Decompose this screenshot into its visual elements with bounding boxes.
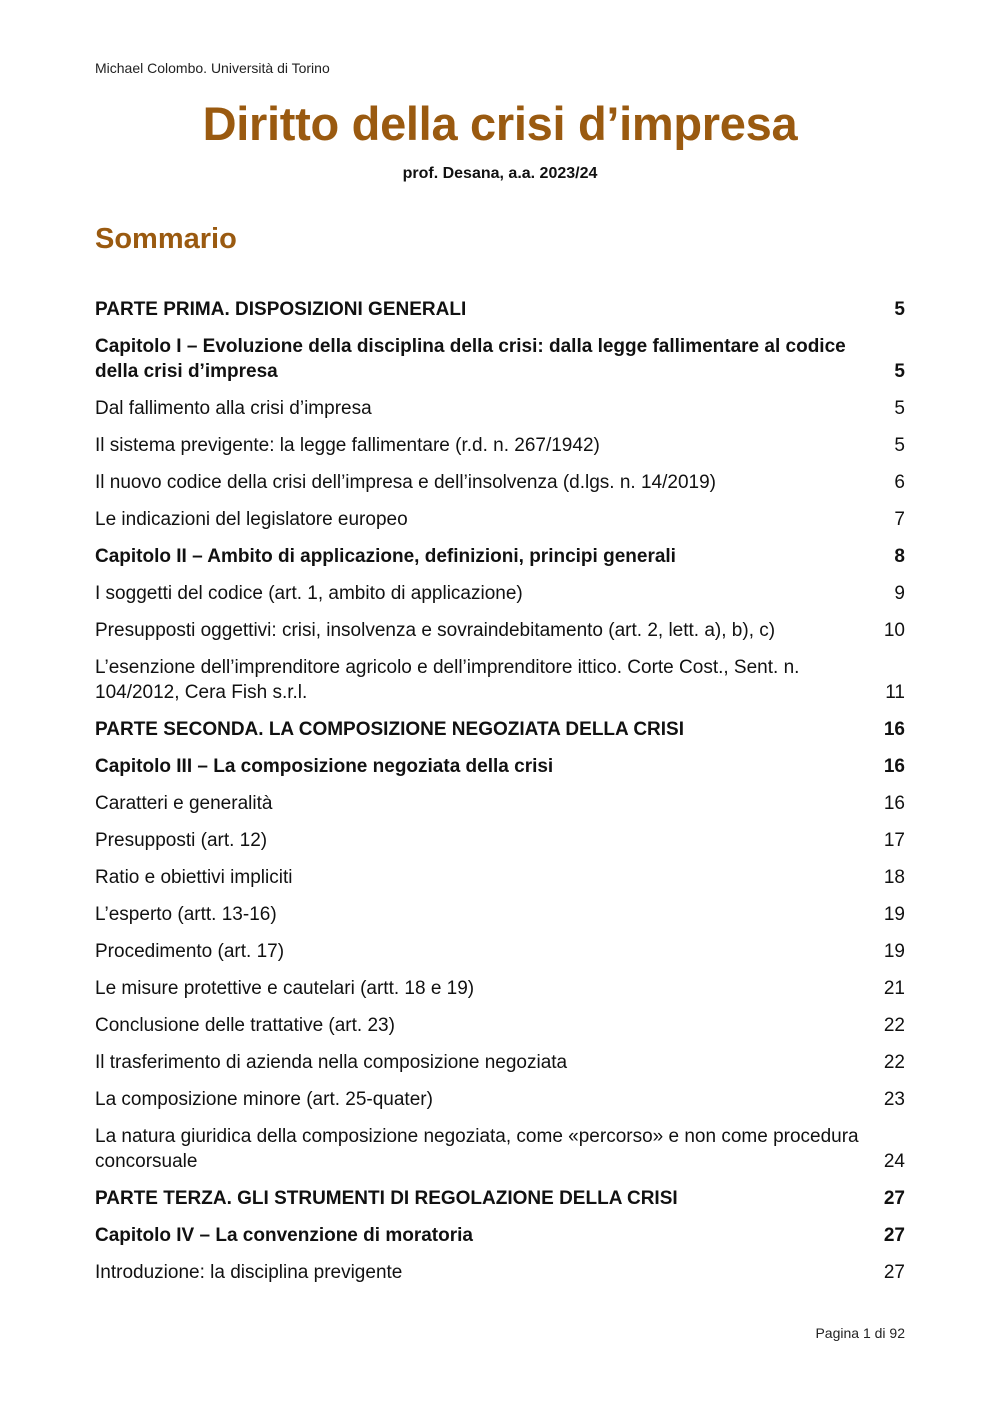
toc-entry[interactable] [95,544,905,569]
page-indicator: Pagina 1 di 92 [815,1325,905,1341]
toc-entry[interactable] [95,655,905,705]
toc-entry-title: PARTE TERZA. GLI STRUMENTI DI REGOLAZIONE DELLA CRISI [95,1188,678,1209]
toc-entry[interactable] [95,791,905,816]
toc-entry-page-number: 16 [883,793,905,814]
toc-entry-page-number: 19 [883,904,905,925]
toc-entry[interactable] [95,396,905,421]
toc-heading: Sommario [95,223,237,255]
toc-entry-title: Ratio e obiettivi impliciti [95,867,293,888]
toc-entry-title: PARTE SECONDA. LA COMPOSIZIONE NEGOZIATA DELLA CRISI [95,719,685,740]
toc-entry-title: Dal fallimento alla crisi d’impresa [95,398,372,419]
toc-entry[interactable] [95,1260,905,1285]
toc-entry-title: Procedimento (art. 17) [95,941,285,962]
toc-entry[interactable] [95,1223,905,1248]
toc-entry-title: Capitolo II – Ambito di applicazione, definizioni, principi generali [95,546,676,567]
toc-entry-title: I soggetti del codice (art. 1, ambito di applicazione) [95,583,523,604]
toc-entry-page-number: 22 [883,1052,905,1073]
toc-entry[interactable] [95,1013,905,1038]
toc-entry-title: Capitolo I – Evoluzione della disciplina della crisi: dalla legge fallimentare al codice della crisi d’impresa [95,336,846,382]
toc-entry-page-number: 21 [883,978,905,999]
toc-entry-title: Capitolo III – La composizione negoziata della crisi [95,756,554,777]
toc-entry-page-number: 22 [883,1015,905,1036]
toc-entry-page-number: 16 [883,756,905,777]
toc-entry[interactable] [95,828,905,853]
toc-entry-page-number: 6 [894,472,905,493]
table-of-contents [95,297,905,1297]
toc-entry[interactable] [95,754,905,779]
toc-entry-title: Caratteri e generalità [95,793,273,814]
toc-entry-title: Capitolo IV – La convenzione di moratoria [95,1225,473,1246]
toc-entry-title: La composizione minore (art. 25-quater) [95,1089,433,1110]
toc-entry-title: L’esenzione dell’imprenditore agricolo e dell’imprenditore ittico. Corte Cost., Sent. n. 104/2012, Cera Fish s.r.l. [95,657,800,703]
toc-entry-page-number: 27 [883,1262,905,1283]
toc-entry-page-number: 5 [894,299,905,320]
toc-entry[interactable] [95,470,905,495]
header-author: Michael Colombo. Università di Torino [95,60,330,76]
toc-entry-title: Introduzione: la disciplina previgente [95,1262,403,1283]
toc-entry-title: Il nuovo codice della crisi dell’impresa e dell’insolvenza (d.lgs. n. 14/2019) [95,472,716,493]
toc-entry[interactable] [95,581,905,606]
toc-entry-title: Presupposti oggettivi: crisi, insolvenza e sovraindebitamento (art. 2, lett. a), b), c) [95,620,776,641]
toc-entry-title: Le misure protettive e cautelari (artt. 18 e 19) [95,978,475,999]
toc-entry-page-number: 17 [883,830,905,851]
toc-entry-page-number: 10 [883,620,905,641]
toc-entry-page-number: 16 [883,719,905,740]
toc-entry-page-number: 5 [894,398,905,419]
toc-entry-page-number: 11 [885,682,905,703]
toc-entry[interactable] [95,1124,905,1174]
toc-entry-title: L’esperto (artt. 13-16) [95,904,277,925]
toc-entry-title: La natura giuridica della composizione negoziata, come «percorso» e non come procedura concorsuale [95,1126,859,1172]
toc-entry-page-number: 27 [883,1225,905,1246]
toc-entry-title: Le indicazioni del legislatore europeo [95,509,408,530]
toc-entry-page-number: 7 [894,509,905,530]
toc-entry[interactable] [95,1186,905,1211]
toc-entry[interactable] [95,618,905,643]
toc-entry-page-number: 18 [883,867,905,888]
toc-entry[interactable] [95,717,905,742]
toc-entry-page-number: 27 [883,1188,905,1209]
toc-entry[interactable] [95,297,905,322]
toc-entry-title: Il sistema previgente: la legge fallimentare (r.d. n. 267/1942) [95,435,600,456]
toc-entry[interactable] [95,507,905,532]
toc-entry-title: Il trasferimento di azienda nella composizione negoziata [95,1052,568,1073]
toc-entry-title: PARTE PRIMA. DISPOSIZIONI GENERALI [95,299,467,320]
toc-entry-page-number: 24 [883,1151,905,1172]
toc-entry[interactable] [95,334,905,384]
toc-entry[interactable] [95,1087,905,1112]
toc-entry[interactable] [95,865,905,890]
toc-entry-title: Presupposti (art. 12) [95,830,268,851]
toc-entry[interactable] [95,902,905,927]
toc-entry[interactable] [95,433,905,458]
toc-entry[interactable] [95,1050,905,1075]
toc-entry-title: Conclusione delle trattative (art. 23) [95,1015,395,1036]
toc-entry-page-number: 5 [894,361,905,382]
toc-entry-page-number: 8 [894,546,905,567]
toc-entry[interactable] [95,976,905,1001]
document-title: Diritto della crisi d’impresa [202,97,798,150]
toc-entry-page-number: 5 [894,435,905,456]
toc-entry-page-number: 9 [894,583,905,604]
toc-entry-page-number: 19 [883,941,905,962]
toc-entry[interactable] [95,939,905,964]
toc-entry-page-number: 23 [883,1089,905,1110]
document-subtitle: prof. Desana, a.a. 2023/24 [402,165,598,182]
